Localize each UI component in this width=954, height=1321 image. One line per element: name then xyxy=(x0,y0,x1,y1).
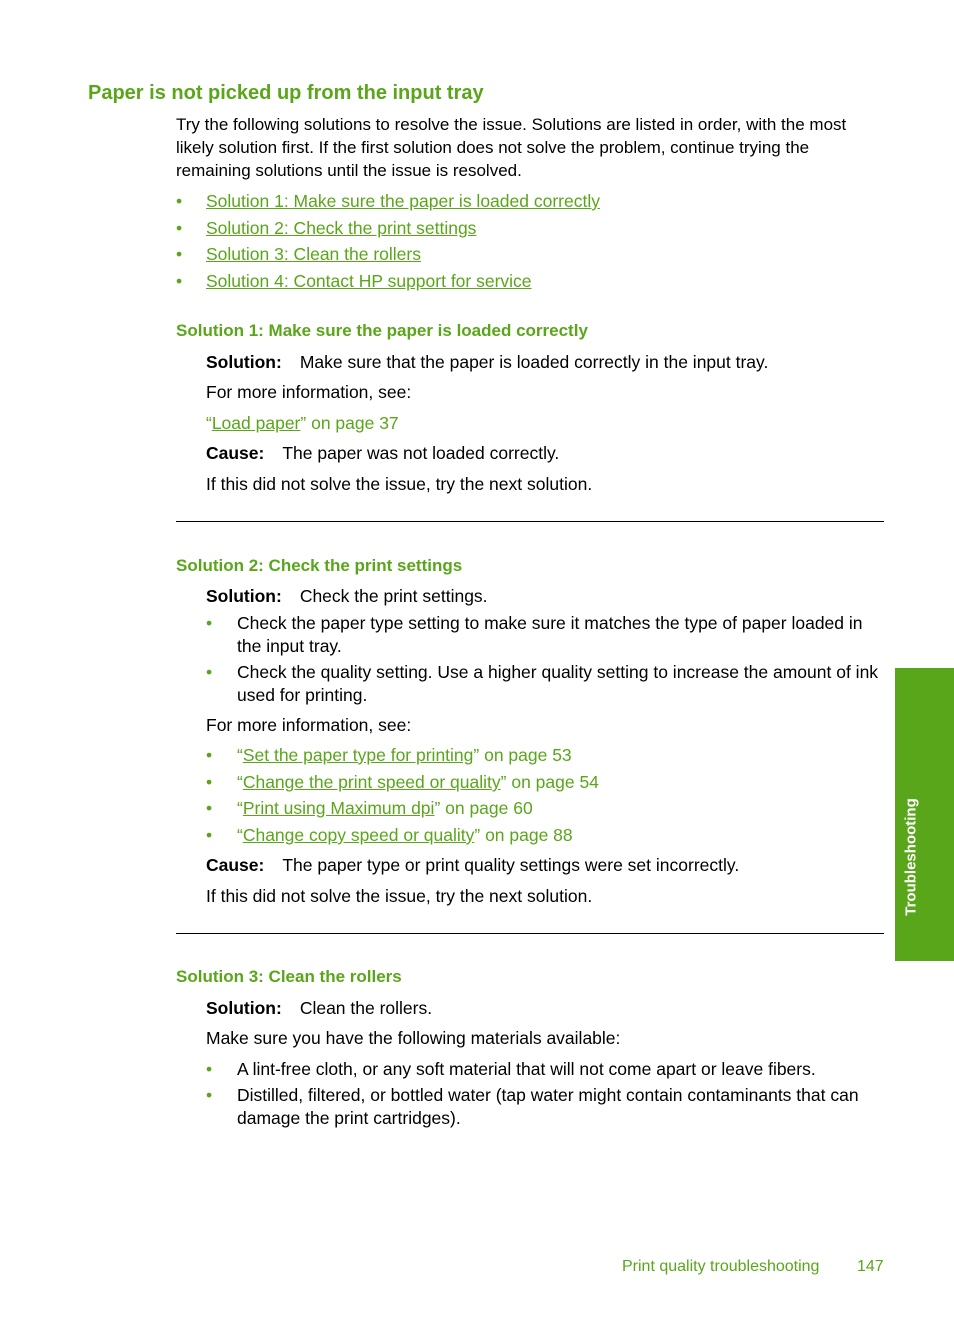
solution-1-cause xyxy=(206,442,559,465)
solutions-list xyxy=(176,189,600,295)
page-title: Paper is not picked up from the input tray xyxy=(88,82,484,104)
solution-2-ref-3: • “Print using Maximum dpi” on page 60 xyxy=(206,798,533,818)
maximum-dpi-link[interactable]: Print using Maximum dpi xyxy=(242,798,435,818)
chapter-tab xyxy=(895,668,954,961)
divider xyxy=(176,521,884,522)
change-copy-speed-link[interactable]: Change copy speed or quality xyxy=(242,825,475,845)
cause-label: Cause: xyxy=(206,855,265,875)
toc-item-2 xyxy=(176,216,600,243)
solution-3-text: Clean the rollers. xyxy=(299,998,433,1018)
solution-1-more-info: For more information, see: xyxy=(206,382,412,402)
solution-2-statement xyxy=(206,585,488,608)
bullet-icon: • xyxy=(206,798,213,818)
divider xyxy=(176,933,884,934)
toc-link-solution-2[interactable]: Solution 2: Check the print settings xyxy=(206,217,477,238)
solution-label: Solution: xyxy=(206,352,282,372)
footer-section-title: Print quality troubleshooting xyxy=(622,1258,820,1275)
solution-2-bullet-2: • Check the quality setting. Use a higher quality setting to increase the amount of ink used for printing. xyxy=(206,662,879,705)
solution-2-bullet-1: • Check the paper type setting to make sure it matches the type of paper loaded in the input tray. xyxy=(206,613,863,656)
solution-2-ref-2: • “Change the print speed or quality” on page 54 xyxy=(206,772,599,792)
cause-label: Cause: xyxy=(206,443,265,463)
bullet-icon: • xyxy=(206,772,213,792)
solution-1-heading: Solution 1: Make sure the paper is loaded correctly xyxy=(176,321,588,340)
solution-2-text: Check the print settings. xyxy=(299,586,488,606)
bullet-icon: • xyxy=(176,270,183,291)
solution-3-heading: Solution 3: Clean the rollers xyxy=(176,967,402,986)
change-print-speed-link[interactable]: Change the print speed or quality xyxy=(242,772,501,792)
solution-2-ref-1: • “Set the paper type for printing” on page 53 xyxy=(206,745,572,765)
solution-3-materials: Make sure you have the following materials available: xyxy=(206,1028,621,1048)
solution-2-cause xyxy=(206,854,739,877)
toc-link-solution-1[interactable]: Solution 1: Make sure the paper is loaded correctly xyxy=(206,191,600,211)
bullet-icon: • xyxy=(176,191,183,211)
toc-link-solution-4[interactable]: Solution 4: Contact HP support for service xyxy=(206,270,532,291)
solution-label: Solution: xyxy=(206,998,282,1018)
intro-paragraph: Try the following solutions to resolve the issue. Solutions are listed in order, with the most likely solution first. If the first solution does not solve the problem, continue trying the remaining solutions until the issue is resolved. xyxy=(176,115,847,180)
bullet-icon: • xyxy=(176,244,183,264)
toc-item-4 xyxy=(176,269,600,296)
set-paper-type-link[interactable]: Set the paper type for printing xyxy=(242,745,474,765)
toc-link-solution-3[interactable]: Solution 3: Clean the rollers xyxy=(206,244,421,264)
solution-2-more-info: For more information, see: xyxy=(206,715,412,735)
solution-3-bullet-2: • Distilled, filtered, or bottled water (tap water might contain contaminants that can damage the print cartridges). xyxy=(206,1085,859,1128)
page-number: 147 xyxy=(857,1258,884,1275)
solution-1-next: If this did not solve the issue, try the next solution. xyxy=(206,474,593,494)
solution-2-cause-text: The paper type or print quality settings were set incorrectly. xyxy=(282,855,740,875)
solution-2-ref-4: • “Change copy speed or quality” on page 88 xyxy=(206,825,573,845)
solution-2-next: If this did not solve the issue, try the next solution. xyxy=(206,886,593,906)
solution-1-cause-text: The paper was not loaded correctly. xyxy=(282,443,560,463)
bullet-icon: • xyxy=(176,217,183,238)
solution-1-statement xyxy=(206,351,768,374)
solution-label: Solution: xyxy=(206,586,282,606)
toc-item-3 xyxy=(176,242,600,269)
solution-2-heading: Solution 2: Check the print settings xyxy=(176,556,463,575)
solution-1-text: Make sure that the paper is loaded correctly in the input tray. xyxy=(299,352,769,372)
bullet-icon: • xyxy=(206,613,213,633)
bullet-icon: • xyxy=(206,1059,213,1079)
bullet-icon: • xyxy=(206,662,213,682)
solution-3-statement xyxy=(206,997,432,1020)
toc-item-1 xyxy=(176,189,600,216)
load-paper-link[interactable]: Load paper xyxy=(211,413,301,433)
bullet-icon: • xyxy=(206,825,213,845)
chapter-tab-label: Troubleshooting xyxy=(902,797,919,916)
bullet-icon: • xyxy=(206,1085,213,1105)
bullet-icon: • xyxy=(206,745,213,765)
solution-1-reference: “Load paper” on page 37 xyxy=(206,413,399,433)
solution-3-bullet-1: • A lint-free cloth, or any soft material that will not come apart or leave fibers. xyxy=(206,1059,816,1079)
